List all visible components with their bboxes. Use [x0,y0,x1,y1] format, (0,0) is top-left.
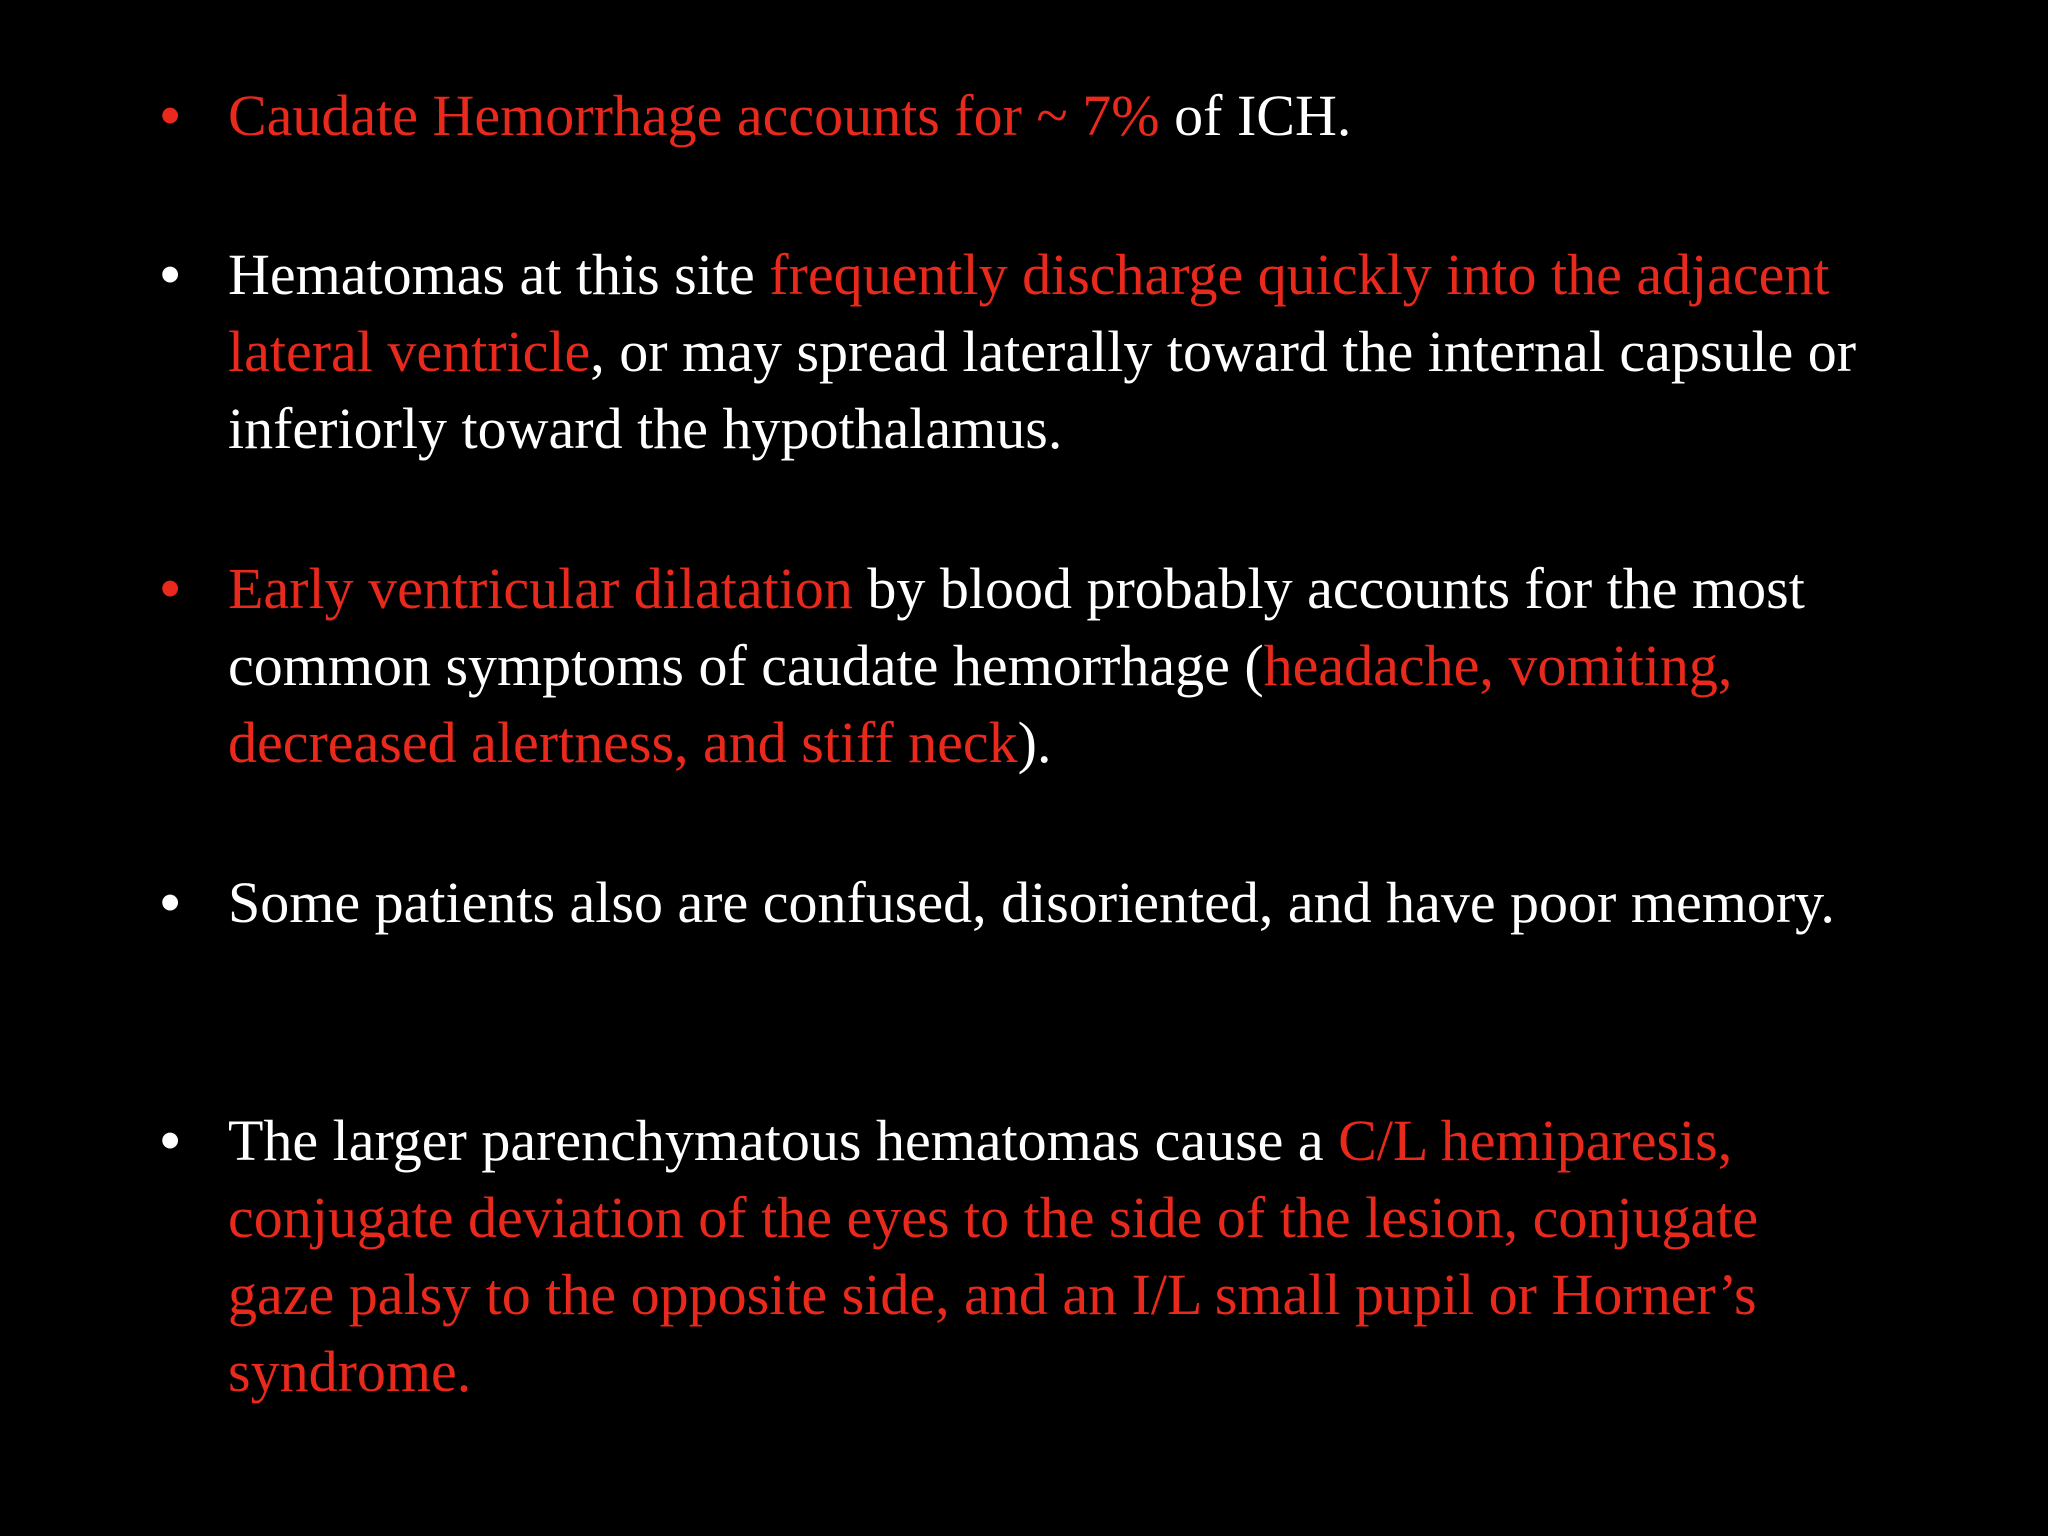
bullet-item-3 [160,550,1878,781]
bullet-text-segment: of ICH. [1159,83,1352,148]
bullet-text-segment: Hematomas at this site [228,242,770,307]
bullet-dot-icon: • [160,870,181,935]
bullet-text-segment: , or may spread laterally toward the internal capsule or inferiorly toward the hypothalamus. [228,319,1857,461]
bullet-text-segment: headache, vomiting, decreased alertness, and stiff neck [228,633,1733,775]
bullet-dot-icon: • [160,556,181,621]
bullet-dot-icon: • [160,83,181,148]
bullet-text-segment: C/L hemiparesis, conjugate deviation of the eyes to the side of the lesion, conjugate gaze palsy to the opposite side, and an I/L small pupil or Horner’s syndrome. [228,1108,1759,1404]
bullet-item-2 [160,236,1878,467]
bullet-item-4 [160,864,1878,941]
bullet-item-1 [160,77,1878,154]
bullet-text-segment: ). [1017,710,1052,775]
bullet-text-segment: The larger parenchymatous hematomas cause a [228,1108,1339,1173]
bullet-text-segment: by blood probably accounts for the most common symptoms of caudate hemorrhage ( [228,556,1805,698]
bullet-item-5 [160,1102,1878,1410]
bullet-text-segment: Early ventricular dilatation [228,556,853,621]
bullet-dot-icon: • [160,1108,181,1173]
bullet-dot-icon: • [160,242,181,307]
bullet-text-segment: frequently discharge quickly into the adjacent lateral ventricle [228,242,1830,384]
bullet-text-segment: Caudate Hemorrhage accounts for ~ 7% [228,83,1160,148]
bullet-text-segment: Some patients also are confused, disoriented, and have poor memory. [228,870,1835,935]
